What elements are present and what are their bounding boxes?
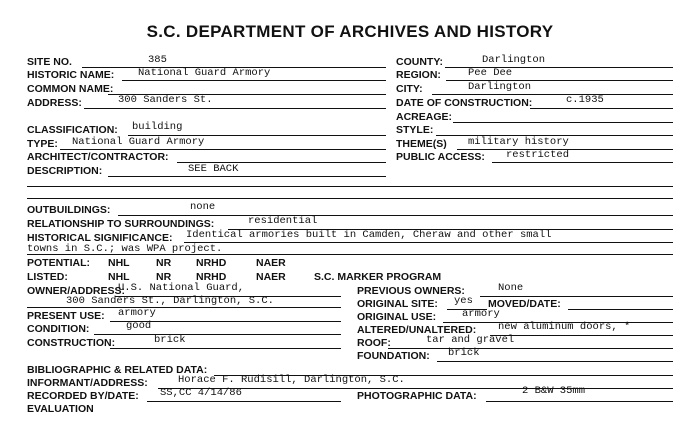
roof-value: tar and gravel [426,334,515,346]
orig-use-value: armory [462,308,500,320]
address-line [84,108,386,109]
style-label: STYLE: [396,124,434,136]
listed-nrhd: NRHD [196,271,227,283]
description-rule-1 [27,186,673,187]
city-label: CITY: [396,83,423,95]
altered-value: new aluminum doors, * [498,321,631,333]
potential-nr: NR [156,257,172,269]
marker-program-label: S.C. MARKER PROGRAM [314,271,442,283]
listed-naer: NAER [256,271,286,283]
foundation-value: brick [448,347,480,359]
prev-owners-value: None [498,282,524,294]
owner-label: OWNER/ADDRESS: [27,285,126,297]
informant-value: Horace F. Rudisill, Darlington, S.C. [178,374,405,386]
moved-line [568,309,673,310]
photo-label: PHOTOGRAPHIC DATA: [357,390,477,402]
evaluation-label: EVALUATION [27,403,94,415]
access-value: restricted [506,149,570,161]
description-line [108,176,386,177]
site-no-label: SITE NO. [27,56,72,68]
construction-line [110,348,341,349]
outbuildings-label: OUTBUILDINGS: [27,204,111,216]
potential-nrhd: NRHD [196,257,227,269]
relationship-value: residential [248,215,318,227]
condition-line [94,334,341,335]
photo-value: 2 B&W 35mm [522,385,586,397]
construction-value: brick [154,334,186,346]
historic-name-value: National Guard Armory [138,67,271,79]
significance-line-1 [184,242,673,243]
significance-value-1: Identical armories built in Camden, Cheraw and other small [186,229,552,241]
address-label: ADDRESS: [27,97,82,109]
significance-line-2 [27,254,673,255]
photo-line [486,401,673,402]
condition-label: CONDITION: [27,323,90,335]
prev-owners-label: PREVIOUS OWNERS: [357,285,465,297]
outbuildings-line [118,215,673,216]
present-use-label: PRESENT USE: [27,310,105,322]
access-line [492,162,673,163]
listed-nhl: NHL [108,271,130,283]
county-label: COUNTY: [396,56,444,68]
common-name-label: COMMON NAME: [27,83,114,95]
classification-label: CLASSIFICATION: [27,124,118,136]
orig-site-value: yes [454,295,473,307]
construction-label: CONSTRUCTION: [27,337,116,349]
listed-nr: NR [156,271,172,283]
city-value: Darlington [468,81,532,93]
significance-label: HISTORICAL SIGNIFICANCE: [27,232,173,244]
potential-label: POTENTIAL: [27,257,90,269]
address-value: 300 Sanders St. [118,94,213,106]
foundation-label: FOUNDATION: [357,350,430,362]
themes-value: military history [468,136,569,148]
description-value: SEE BACK [188,163,239,175]
region-value: Pee Dee [468,67,513,79]
historic-name-label: HISTORIC NAME: [27,69,115,81]
date-label: DATE OF CONSTRUCTION: [396,97,533,109]
type-label: TYPE: [27,138,58,150]
biblio-label: BIBLIOGRAPHIC & RELATED DATA: [27,364,208,376]
classification-value: building [132,121,183,133]
altered-label: ALTERED/UNALTERED: [357,324,477,336]
condition-value: good [126,320,152,332]
description-rule-2 [27,198,673,199]
outbuildings-value: none [190,201,216,213]
potential-naer: NAER [256,257,286,269]
foundation-line [437,361,673,362]
form-title: S.C. DEPARTMENT OF ARCHIVES AND HISTORY [146,22,554,41]
region-label: REGION: [396,69,441,81]
recorded-value: SS,CC 4/14/86 [160,387,242,399]
roof-label: ROOF: [357,337,391,349]
informant-label: INFORMANT/ADDRESS: [27,377,148,389]
prev-owners-line [480,296,673,297]
roof-line [388,348,673,349]
date-value: c.1935 [566,94,604,106]
architect-label: ARCHITECT/CONTRACTOR: [27,151,169,163]
recorded-line [147,401,341,402]
relationship-label: RELATIONSHIP TO SURROUNDINGS: [27,218,215,230]
owner-value-2: 300 Sanders St., Darlington, S.C. [66,295,274,307]
access-label: PUBLIC ACCESS: [396,151,485,163]
owner-line-2 [27,307,341,308]
historic-name-line [122,80,386,81]
present-use-value: armory [118,307,156,319]
themes-label: THEME(S) [396,138,447,150]
owner-value-1: U.S. National Guard, [118,282,245,294]
site-no-value: 385 [148,54,167,66]
type-value: National Guard Armory [72,136,205,148]
moved-label: MOVED/DATE: [488,298,561,310]
altered-line [490,335,673,336]
acreage-line [453,122,673,123]
orig-site-label: ORIGINAL SITE: [357,298,438,310]
city-line [432,94,673,95]
listed-label: LISTED: [27,271,68,283]
significance-value-2: towns in S.C.; was WPA project. [27,243,223,255]
description-label: DESCRIPTION: [27,165,103,177]
acreage-label: ACREAGE: [396,111,453,123]
potential-nhl: NHL [108,257,130,269]
county-value: Darlington [482,54,546,66]
type-line [60,149,386,150]
recorded-label: RECORDED BY/DATE: [27,390,139,402]
orig-use-label: ORIGINAL USE: [357,311,437,323]
date-line [530,108,673,109]
